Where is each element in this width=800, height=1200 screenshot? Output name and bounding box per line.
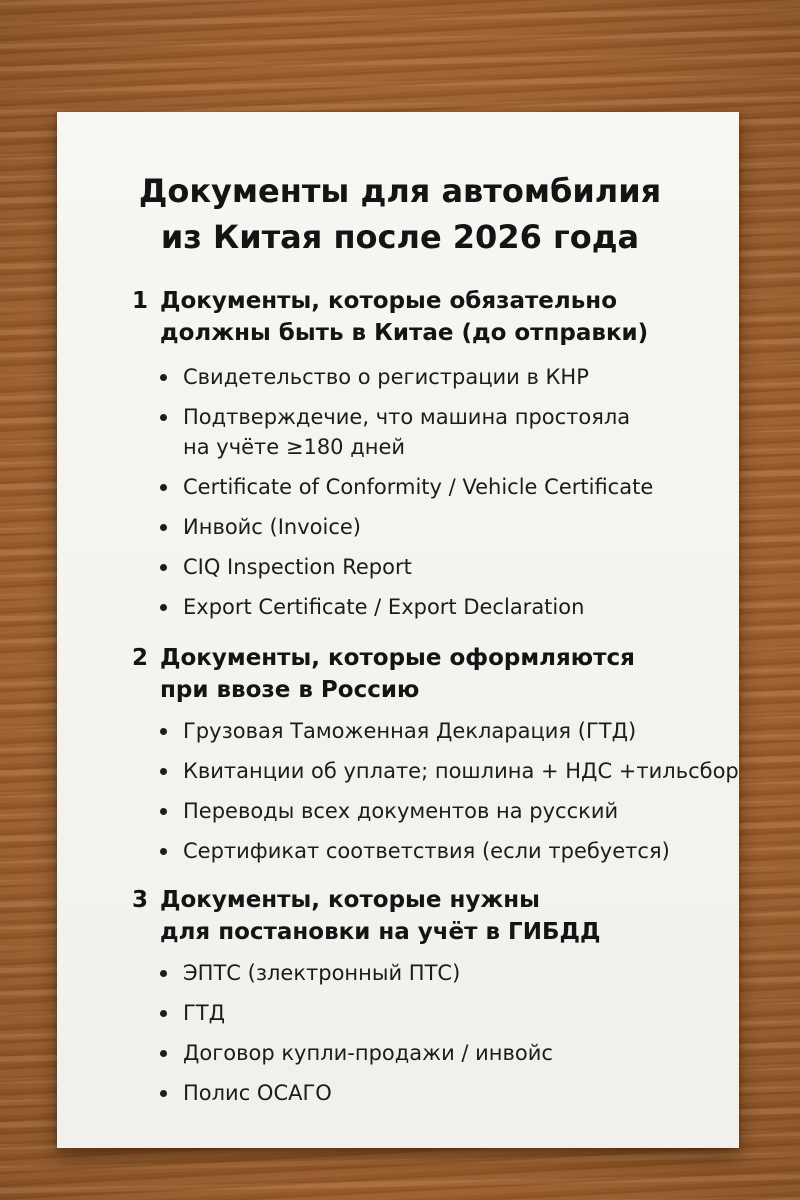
bullet-icon <box>160 604 167 611</box>
bullet-icon <box>160 484 167 491</box>
bullet-icon <box>160 768 167 775</box>
bullet-icon <box>160 564 167 571</box>
bullet-icon <box>160 1050 167 1057</box>
bullet-icon <box>160 1010 167 1017</box>
list-item-text: Договор купли-продажи / инвойс <box>183 1041 553 1065</box>
section-3-heading <box>160 884 600 948</box>
section-3-heading-line-1: Документы, которые нужны <box>160 887 540 913</box>
list-item-text: Грузовая Таможенная Декларация (ГТД) <box>183 719 637 743</box>
section-2-heading <box>160 642 635 706</box>
section-2-heading-line-2: при ввозе в Россию <box>160 677 420 703</box>
list-item-text: CIQ Inspection Report <box>183 555 412 579</box>
section-2-number: 2 <box>132 645 149 671</box>
section-1-heading-line-1: Документы, которые обязательно <box>160 288 617 314</box>
list-item-text-line-2: на учёте ≥180 дней <box>183 435 406 459</box>
bullet-icon <box>160 374 167 381</box>
document-title <box>0 168 800 260</box>
list-item-text-line-1: Подтверждечие, что машина простояла <box>183 405 631 429</box>
list-item-text: Полис ОСАГО <box>183 1081 332 1105</box>
list-item-text: Квитанции об уплате; пошлина + НДС +тильсбор <box>183 759 739 783</box>
section-3-heading-line-2: для постановки на учёт в ГИБДД <box>160 919 601 945</box>
list-item-text: Сертификат соответствия (если требуется) <box>183 839 670 863</box>
bullet-icon <box>160 1090 167 1097</box>
list-item-text: Certificate of Conformity / Vehicle Certificate <box>183 475 654 499</box>
section-1-heading-line-2: должны быть в Китае (до отправки) <box>160 320 649 346</box>
bullet-icon <box>160 808 167 815</box>
bullet-icon <box>160 728 167 735</box>
bullet-icon <box>160 414 167 421</box>
bullet-icon <box>160 524 167 531</box>
list-item-text <box>183 402 630 462</box>
list-item-text: Инвойс (Invoice) <box>183 515 361 539</box>
section-3-number: 3 <box>132 887 149 913</box>
list-item-text: Переводы всех документов на русский <box>183 799 619 823</box>
bullet-icon <box>160 848 167 855</box>
list-item-text: Свидетельство о регистрации в КНР <box>183 365 589 389</box>
title-line-1: Документы для автомбилия <box>138 172 662 210</box>
list-item-text: Export Certificate / Export Declaration <box>183 595 585 619</box>
document-sheet <box>57 112 739 1148</box>
section-2-heading-line-1: Документы, которые оформляются <box>160 645 635 671</box>
list-item-text: ГТД <box>183 1001 226 1025</box>
section-1-number: 1 <box>132 288 149 314</box>
list-item-text: ЭПТС (злектронный ПТС) <box>183 961 461 985</box>
title-line-2: из Китая после 2026 года <box>160 218 640 256</box>
bullet-icon <box>160 970 167 977</box>
section-1-heading <box>160 285 648 349</box>
